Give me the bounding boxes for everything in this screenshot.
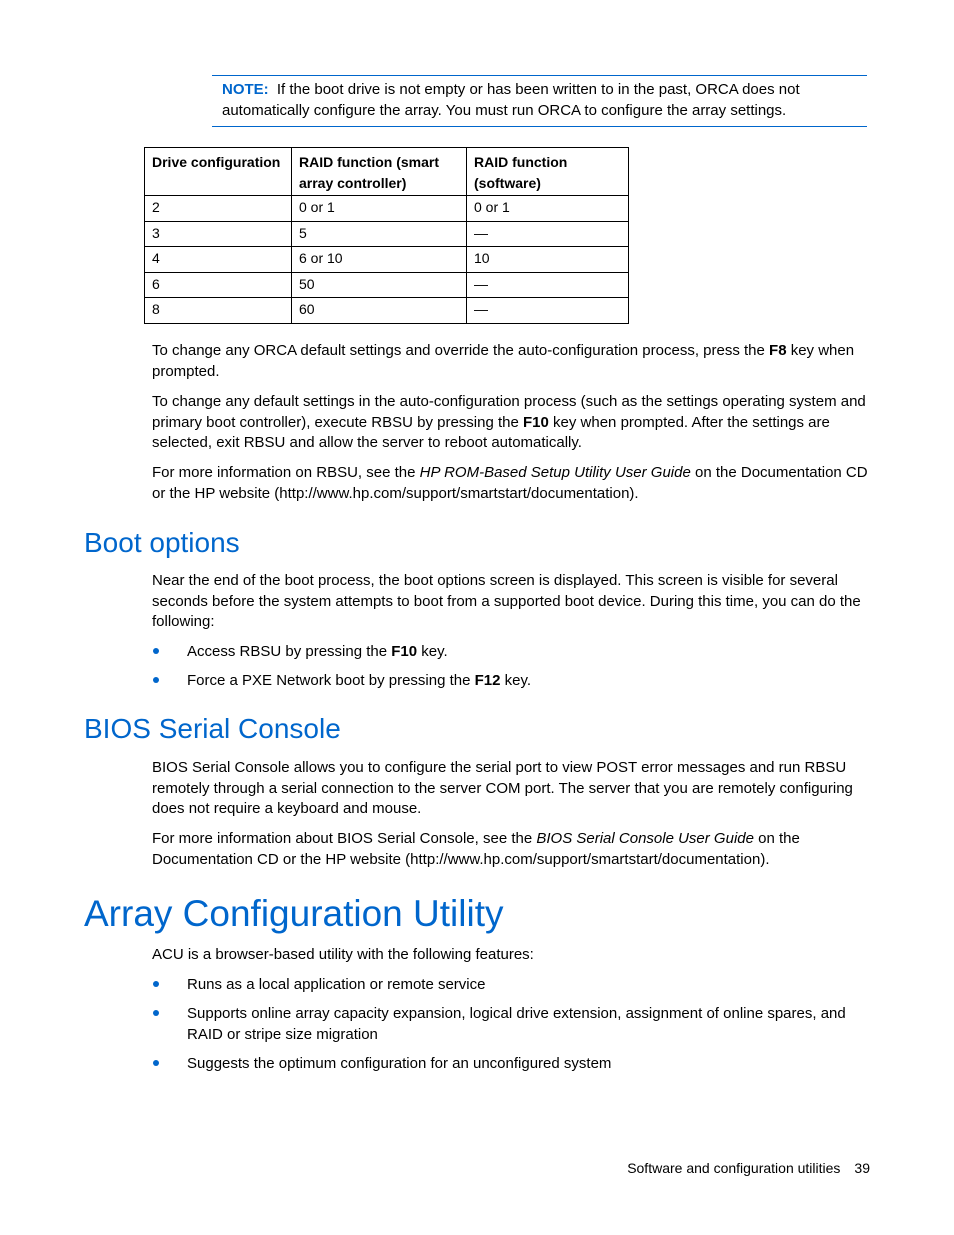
table-cell: 10 — [467, 247, 629, 273]
paragraph-text: key when prompted. After the settings are selected, exit RBSU and allow the server to reboot automatically. — [152, 413, 830, 452]
bios-serial-console-heading: BIOS Serial Console — [84, 713, 341, 744]
table-cell: — — [467, 221, 629, 247]
table-row — [145, 221, 629, 247]
table-cell: 0 or 1 — [292, 196, 467, 222]
bullet-icon — [153, 677, 159, 683]
table-row — [145, 298, 629, 324]
table-header-cell: RAID function (software) — [467, 148, 629, 196]
paragraph-text: key when prompted. — [152, 342, 855, 380]
boot-options-intro: Near the end of the boot process, the boot options screen is displayed. This screen is visible for several seconds before the system attempts to boot from a supported boot device. During this time, you can do the following: — [152, 572, 861, 631]
table-cell: 3 — [145, 221, 292, 247]
table-cell: 50 — [292, 272, 467, 298]
table-row — [145, 272, 629, 298]
table-header-cell: Drive configuration — [145, 148, 292, 196]
table-header-cell: RAID function (smart array controller) — [292, 148, 467, 196]
bullet-icon — [153, 1060, 159, 1066]
list-item-text: Suggests the optimum configuration for an unconfigured system — [187, 1055, 612, 1072]
paragraph-text: For more information on RBSU, see the — [152, 464, 420, 481]
page-footer — [627, 1159, 870, 1177]
key-name: F10 — [391, 643, 418, 660]
key-name: F8 — [769, 342, 787, 359]
list-item — [152, 974, 872, 995]
list-item-text: key. — [417, 643, 448, 660]
list-item-text: Force a PXE Network boot by pressing the — [187, 672, 475, 689]
list-item — [152, 641, 872, 662]
bios-serial-console-paragraph: BIOS Serial Console allows you to configure the serial port to view POST error messages and run RBSU remotely through a serial connection to the server COM port. The server that you are remotely configuring does not require a keyboard and mouse. — [152, 759, 853, 818]
table-cell: 60 — [292, 298, 467, 324]
acu-heading: Array Configuration Utility — [84, 893, 504, 934]
table-cell: — — [467, 298, 629, 324]
key-name: F12 — [474, 672, 501, 689]
raid-configuration-table — [144, 147, 629, 324]
note-text: If the boot drive is not empty or has been written to in the past, ORCA does not automatically configure the array. You must run ORCA to configure the array settings. — [222, 81, 800, 119]
paragraph-text: For more information about BIOS Serial Console, see the — [152, 830, 537, 847]
list-item-text: Supports online array capacity expansion, logical drive extension, assignment of online spares, and RAID or stripe size migration — [187, 1005, 846, 1043]
list-item — [152, 670, 872, 691]
bios-serial-console-info-paragraph — [152, 829, 872, 870]
table-cell: 5 — [292, 221, 467, 247]
orca-f8-paragraph — [152, 341, 872, 382]
list-item-text: key. — [500, 672, 532, 689]
rbsu-info-paragraph — [152, 463, 872, 504]
paragraph-text: on the Documentation CD or the HP website (http://www.hp.com/support/smartstart/documentation). — [152, 830, 800, 868]
table-cell: 4 — [145, 247, 292, 273]
bullet-icon — [153, 1010, 159, 1016]
paragraph-text: To change any default settings in the auto-configuration process (such as the settings operating system and primary boot controller), execute RBSU by pressing the — [152, 393, 866, 431]
page-number: 39 — [854, 1160, 870, 1176]
table-cell: 6 or 10 — [292, 247, 467, 273]
note-box — [212, 75, 867, 127]
paragraph-text: on the Documentation CD or the HP website (http://www.hp.com/support/smartstart/documentation). — [152, 464, 868, 502]
paragraph-text: To change any ORCA default settings and override the auto-configuration process, press the — [152, 342, 770, 359]
key-name: F10 — [523, 413, 549, 431]
table-cell: 8 — [145, 298, 292, 324]
list-item — [152, 1003, 872, 1045]
list-item-text: Runs as a local application or remote service — [187, 976, 486, 993]
list-item — [152, 1053, 872, 1074]
table-row — [145, 196, 629, 222]
table-cell: 2 — [145, 196, 292, 222]
guide-title: HP ROM-Based Setup Utility User Guide — [419, 464, 691, 481]
rbsu-f10-paragraph — [152, 392, 872, 454]
table-header-row — [145, 148, 629, 196]
bullet-icon — [153, 648, 159, 654]
boot-options-heading: Boot options — [84, 527, 240, 558]
acu-intro: ACU is a browser-based utility with the following features: — [152, 946, 534, 963]
table-row — [145, 247, 629, 273]
bullet-icon — [153, 981, 159, 987]
table-cell: — — [467, 272, 629, 298]
note-label: NOTE: — [222, 81, 269, 98]
footer-section-title: Software and configuration utilities — [627, 1160, 841, 1176]
table-cell: 0 or 1 — [467, 196, 629, 222]
table-cell: 6 — [145, 272, 292, 298]
guide-title: BIOS Serial Console User Guide — [536, 830, 754, 847]
list-item-text: Access RBSU by pressing the — [187, 643, 392, 660]
